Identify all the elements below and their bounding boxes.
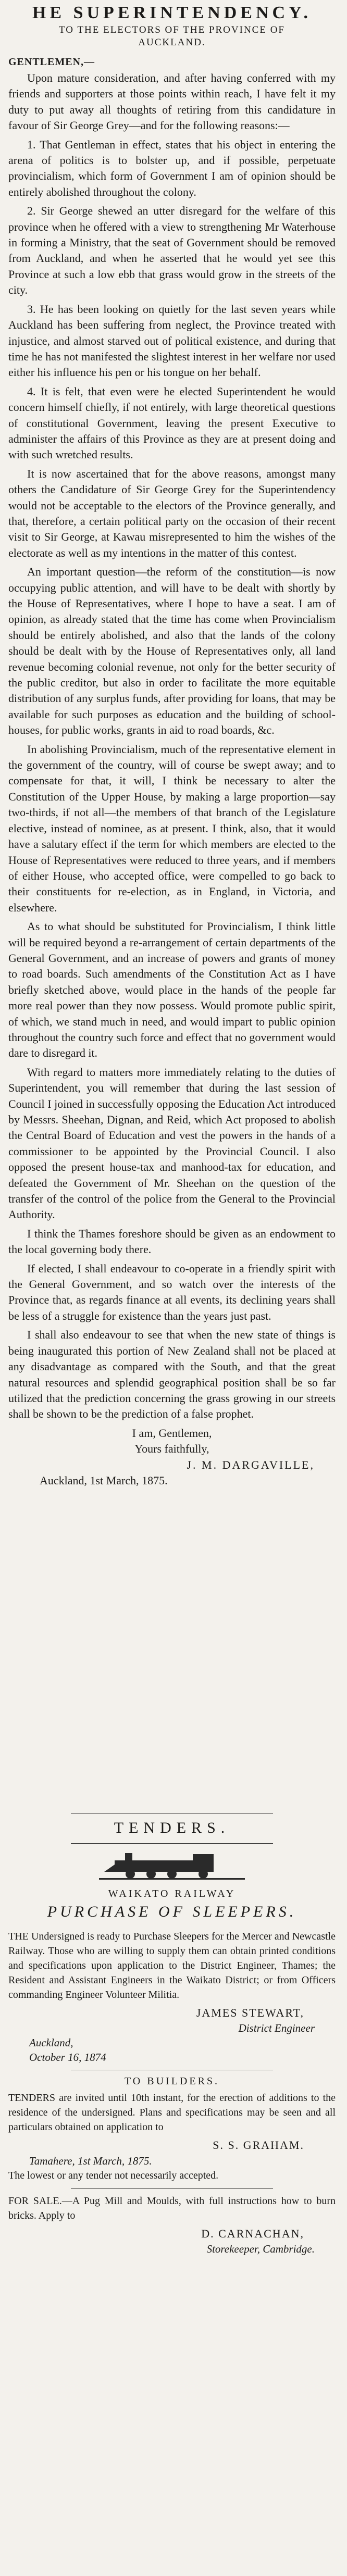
builders-ad-signer: S. S. GRAHAM. [213, 2139, 304, 2152]
letter-paragraph: 3. He has been looking on quietly for the last seven years while Auckland has been suffering from neglect, the Province treated with injustice, and almost starved out of political existence, and during that time he has not manifested the slightest interest in her welfare nor used either his influence his pen or his tongue on her behalf. [8, 302, 336, 379]
railway-ad-body: THE Undersigned is ready to Purchase Sleepers for the Mercer and Newcastle Railway. Those who are willing to supply them can obtain printed conditions and specifications upon application to the District Engineer, Thames; the Resident and Assistant Engineers in the Waikato District; or from Officers commanding Engineer Volunteer Militia. [8, 1931, 336, 2000]
letter-paragraph: If elected, I shall endeavour to co-operate in a friendly spirit with the General Government, and so watch over the interests of the Province that, as regards finance at all events, its declining years shall be less of a struggle for existence than the years just past. [8, 1261, 336, 1322]
letter-address [8, 24, 336, 49]
salutation: GENTLEMEN,— [8, 56, 95, 68]
railway-ad-date: October 16, 1874 [29, 2051, 106, 2064]
railway-ad-signer-role: District Engineer [238, 2022, 315, 2035]
builders-ad-place-date: Tamahere, 1st March, 1875. [29, 2154, 152, 2167]
builders-ad-body: TENDERS are invited until 10th instant, for the erection of additions to the residence of the undersigned. Plans and specifications may be seen and all particulars obtained on application to [8, 2092, 336, 2133]
section-divider [71, 2188, 273, 2189]
railway-ad-signer: JAMES STEWART, [196, 2006, 304, 2019]
letter-paragraph: With regard to matters more immediately relating to the duties of Superintendent, you will remember that during the last session of Council I joined in successfully opposing the Education Act introduced by Messrs. Sheehan, Dignan, and Reid, which Act proposed to abolish the Central Board of Education and vest the powers in the hands of a commissioner to be appointed by the Provincial Council. I also opposed the present house-tax and manhood-tax for education, and defeated the Government of Mr. Sheehan on the question of the transfer of the control of the police from the General to the Provincial Authority. [8, 1065, 336, 1221]
builders-ad-title: TO BUILDERS. [124, 2075, 220, 2087]
closing-line-2: Yours faithfully, [134, 1442, 209, 1456]
sale-ad-body: FOR SALE.—A Pug Mill and Moulds, with full instructions how to burn bricks. Apply to [8, 2195, 336, 2221]
letter-paragraph: 1. That Gentleman in effect, states that his object in entering the arena of politics is to bolster up, and if possible, perpetuate provincialism, which form of Government I am of opinion should be entirely abolished throughout the colony. [8, 137, 336, 198]
railway-ad-title: WAIKATO RAILWAY [108, 1888, 236, 1899]
letter-paragraph: I think the Thames foreshore should be given as an endowment to the local governing body there. [8, 1227, 336, 1256]
address-line-2: AUCKLAND. [138, 37, 206, 48]
sale-ad-signer: D. CARNACHAN, [201, 2227, 304, 2240]
letter-headline: HE SUPERINTENDENCY. [32, 3, 312, 22]
letter-paragraph: I shall also endeavour to see that when the new state of things is being inaugurated this portion of New Zealand shall not be placed at any disadvantage as compared with the South, and that the great natural resources and splendid geographical position shall be so far utilized that the prediction concerning the grass growing in our streets shall be shown to be the prediction of a false prophet. [8, 1328, 336, 1421]
locomotive-engraving-icon [8, 1849, 336, 1883]
address-line-1: TO THE ELECTORS OF THE PROVINCE OF [59, 24, 285, 35]
letter-signature: J. M. DARGAVILLE, [187, 1458, 315, 1471]
advertisements-column [8, 1808, 336, 2569]
tenders-heading: TENDERS. [114, 1819, 230, 1836]
letter-paragraph: As to what should be substituted for Provincialism, I think little will be required beyond a re-arrangement of certain departments of the General Government, and an increase of powers and grants of money to road boards. Such amendments of the Constitution Act as I have briefly sketched above, would place in the hands of the people far more real power than they now possess. Would promote public spirit, of which, we stand much in need, and would impart to public opinion throughout the country such force and effect that no government would dare to disregard it. [8, 920, 336, 1060]
railway-ad-subtitle: PURCHASE OF SLEEPERS. [47, 1903, 297, 1920]
letter-paragraph: In abolishing Provincialism, much of the representative element in the government of the country, will of course be swept away; and to compensate for that, it will, I think be necessary to alter the Constitution of the Upper House, by making a large proportion—say two-thirds, if not all—the members of that branch of the Legislature elective, instead of nominee, as at present. I think, also, that it would have a salutary effect if the term for which members are elected to the House of Representatives were reduced to three years, and if members of either House, who accepted office, were compelled to go back to their constituents for re-election, as in England, in Victoria, and elsewhere. [8, 742, 336, 914]
builders-ad-note: The lowest or any tender not necessarily accepted. [8, 2169, 219, 2181]
railway-ad-place: Auckland, [29, 2036, 73, 2049]
letter-column [8, 0, 336, 1792]
section-divider [71, 1843, 273, 1844]
letter-dateline: Auckland, 1st March, 1875. [40, 1473, 168, 1487]
letter-paragraph: Upon mature consideration, and after having conferred with my friends and supporters at those points within reach, I have felt it my duty to put away all thoughts of retiring from this candidature in favour of Sir George Grey—and for the following reasons:— [8, 71, 336, 132]
letter-paragraph: It is now ascertained that for the above reasons, amongst many others the Candidature of Sir George Grey for the Superintendency would not be acceptable to the electors of the Province generally, and that, therefore, a certain political party on the occasion of their recent visit to Sir George, at Kawau misrepresented to him the wishes of the electorate as well as my intentions in the matter of this contest. [8, 467, 336, 559]
letter-paragraph: An important question—the reform of the constitution—is now occupying public attention, and will have to be dealt with shortly by the House of Representatives, where I hope to have a seat. I am of opinion, as already stated that the time has come when Provincialism should be entirely abolished, and also that the lands of the colony should be dealt with by the House of Representatives only, all land revenue becoming colonial revenue, not only for the better security of the public creditor, but also in order to facilitate the more equitable distribution of any surplus funds, after providing for loans, that may be available for such purposes as education and the building of school-houses, for public works, grants in aid to road boards, &c. [8, 565, 336, 737]
closing-line-1: I am, Gentlemen, [132, 1426, 212, 1440]
letter-paragraph: 2. Sir George shewed an utter disregard for the welfare of this province when he offered with a view to strengthening Mr Waterhouse in forming a Ministry, that the seat of Government should be removed from Auckland, and when he asserted that he would yet see this Province at such a low ebb that grass would grow in the streets of the city. [8, 204, 336, 297]
sale-ad-place: Storekeeper, Cambridge. [206, 2243, 315, 2256]
letter-paragraph: 4. It is felt, that even were he elected Superintendent he would concern himself chiefly, if not entirely, with large theoretical questions of constitutional Government, leaving the present Executive to administer the affairs of this Province as they are at present doing and with such wretched results. [8, 384, 336, 461]
